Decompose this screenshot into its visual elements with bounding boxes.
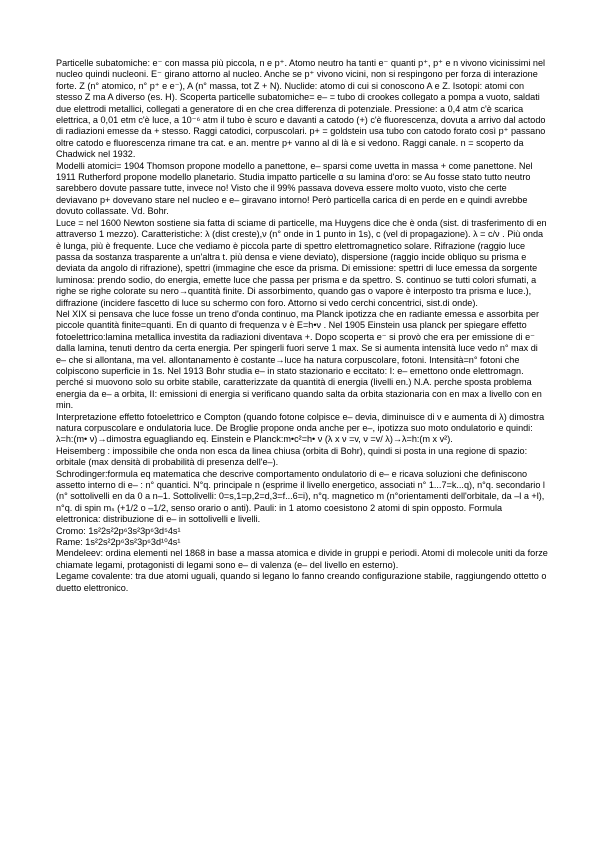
- paragraph-compton-de-broglie: Interpretazione effetto fotoelettrico e Compton (quando fotone colpisce e– devia, diminuisce di ν e aumenta di λ) dimostra natura corpuscolare e ondulatoria luce. De Broglie propone onda anche per e–, ipotizza suo moto ondulatorio e quindi: λ=h:(m• ν)→dimostra eguagliando eq. Einstein e Planck:m•c²=h• ν (λ x ν =v, ν =v/ λ)→λ=h:(m x v²).: [56, 411, 545, 445]
- document-page: [56, 58, 548, 818]
- paragraph-light: Luce = nel 1600 Newton sostiene sia fatta di sciame di particelle, ma Huygens dice che è onda (sist. di trasferimento di en attraverso 1 mezzo). Caratteristiche: λ (dist creste),ν (n° onde in 1 punto in 1s), c (vel di propagazione). λ = c/ν . Più onda è lunga, più è frequente. Luce che vediamo è piccola parte di spettro elettromagnetico solare. Rifrazione (raggio luce passa da sostanza trasparente a un'altra t. più densa e viene deviato), dispersione (raggio incide obliquo su prisma e deviata da angolo di rifrazione), spettri (immagine che esce da prisma. Di emissione: spettri di luce emessa da sorgente luminosa: prendo sodio, do energia, emette luce che passa per prisma e da spettro. S. continuo se tutti colori sfumati, a righe se righe colorate su nero→quantità finite. Di assorbimento, quando gas o vapore è interposto tra prisma e luce.), diffrazione (incidere fascetto di luce su schermo con foro. Attorno si vedo cerchi concentrici, sist.di onde).: [56, 217, 547, 308]
- paragraph-atomic-models: Modelli atomici= 1904 Thomson propone modello a panettone, e– sparsi come uvetta in massa + come panettone. Nel 1911 Rutherford propone modello planetario. Studia impatto particelle α su lamina d'oro: se Au fosse stato tutto neutro sarebbero dovute passare tutte, invece no! Visto che il 99% passava doveva essere molto vuoto, visto che certe deviavano p+ dovevano stare nel nucleo e e– giravano intorno! Però particella carica di en perde en e quindi avrebbe dovuto collassate. Vd. Bohr.: [56, 160, 533, 217]
- paragraph-subatomic-particles: Particelle subatomiche: e⁻ con massa più piccola, n e p⁺. Atomo neutro ha tanti e⁻ quanti p⁺, p⁺ e n vivono vicinissimi nel nucleo quindi nucleoni. E⁻ girano attorno al nucleo. Anche se p⁺ vivono vicini, non si respingono per forza di interazione forte. Z (n° atomico, n° p⁺ e e⁻), A (n° massa, tot Z + N). Nuclide: atomo di cui si conoscono A e Z. Isotopi: atomi con stesso Z ma A diverso (es. H). Scoperta particelle subatomiche= e– = tubo di crookes collegato a pompa a vuoto, saldati due elettrodi metallici, collegati a generatore di en che crea differenza di potenziale. Pressione: a 0,4 atm c'è scarica elettrica, a 0,01 etm c'è luce, a 10⁻⁶ atm il tubo è scuro e davanti a catodo (+) c'è fluorescenza, dovuta a arrivo dal actodo di radiazioni emesse da + stesso. Raggi catodici, corpuscolari. p+ = goldstein usa tubo con catodo forato così p⁺ passano oltre catodo e fluorescenza rimane tra cat. e an. mentre p+ vanno al di là e si vedono. Raggi canale. n = scoperto da Chadwick nel 1932.: [56, 58, 546, 160]
- paragraph-copper-config: Rame: 1s²2s²2p⁶3s²3p⁶3d¹⁰4s¹: [56, 537, 181, 548]
- paragraph-schrodinger: Schrodinger:formula eq matematica che descrive comportamento ondulatorio di e– e ricava soluzioni che definiscono assetto interno di e– : n° quantici. N°q. principale n (esprime il livello energetico, associati n° 1...7=k...q), n°q. secondario l (n° sottolivelli en da 0 a n–1. Sottolivelli: 0=s,1=p,2=d,3=f...6=i), n°q. magnetico m (n°orientamenti dell'orbitale, da –l a +l), n°q. di spin mₛ (+1/2 o –1/2, senso orario o anti). Pauli: in 1 atomo coesistono 2 atomi di spin opposto. Formula elettronica: distribuzione di e– in sottolivelli e livelli.: [56, 468, 545, 525]
- paragraph-heisenberg: Heisemberg : impossibile che onda non esca da linea chiusa (orbita di Bohr), quindi si posta in una regione di spazio: orbitale (max densità di probabilità di presenza dell'e–).: [56, 445, 528, 468]
- paragraph-planck-einstein-bohr: Nel XIX si pensava che luce fosse un treno d'onda continuo, ma Planck ipotizza che en radiante emessa e assorbita per piccole quantità finite=quanti. En di quanto di frequenza ν è E=h•ν . Nel 1905 Einstein usa planck per spiegare effetto fotoelettrico:lamina metallica investita da radiazioni diventava +. Dopo scoperta e⁻ si provò che era per emissione di e⁻ dalla lamina, tenuti dentro da certa energia. Per spingerli fuori serve 1 max. Se si aumenta intensità luce vedo n° max di e– che si allontana, ma vel. allontanamento è costante→luce ha natura corpuscolare, fotoni. Intensità=n° fotoni che colpiscono superficie in 1s. Nel 1913 Bohr studia e– in stato stazionario e eccitato: I: e– emettono onde elettromagn. perché si muovono solo su orbite stabile, caratterizzate da quantità di energia (livelli en.) N.A. perche sposta problema energia da e– a orbita, II: emissioni di energia si verificano quando salta da orbita stazionaria con en max a livello con en min.: [56, 308, 542, 411]
- paragraph-covalent-bond: Legame covalente: tra due atomi uguali, quando si legano lo fanno creando configurazione stabile, raggiungendo ottetto o duetto elettronico.: [56, 571, 547, 593]
- paragraph-chromium-config: Cromo: 1s²2s²2p⁶3s²3p⁶3d⁵4s¹: [56, 525, 181, 536]
- paragraph-mendeleev: Mendeleev: ordina elementi nel 1868 in base a massa atomica e divide in gruppi e periodi. Atomi di molecole uniti da forze chiamate legami, protagonisti di legami sono e– di valenza (e– del livello en esterno).: [56, 548, 548, 570]
